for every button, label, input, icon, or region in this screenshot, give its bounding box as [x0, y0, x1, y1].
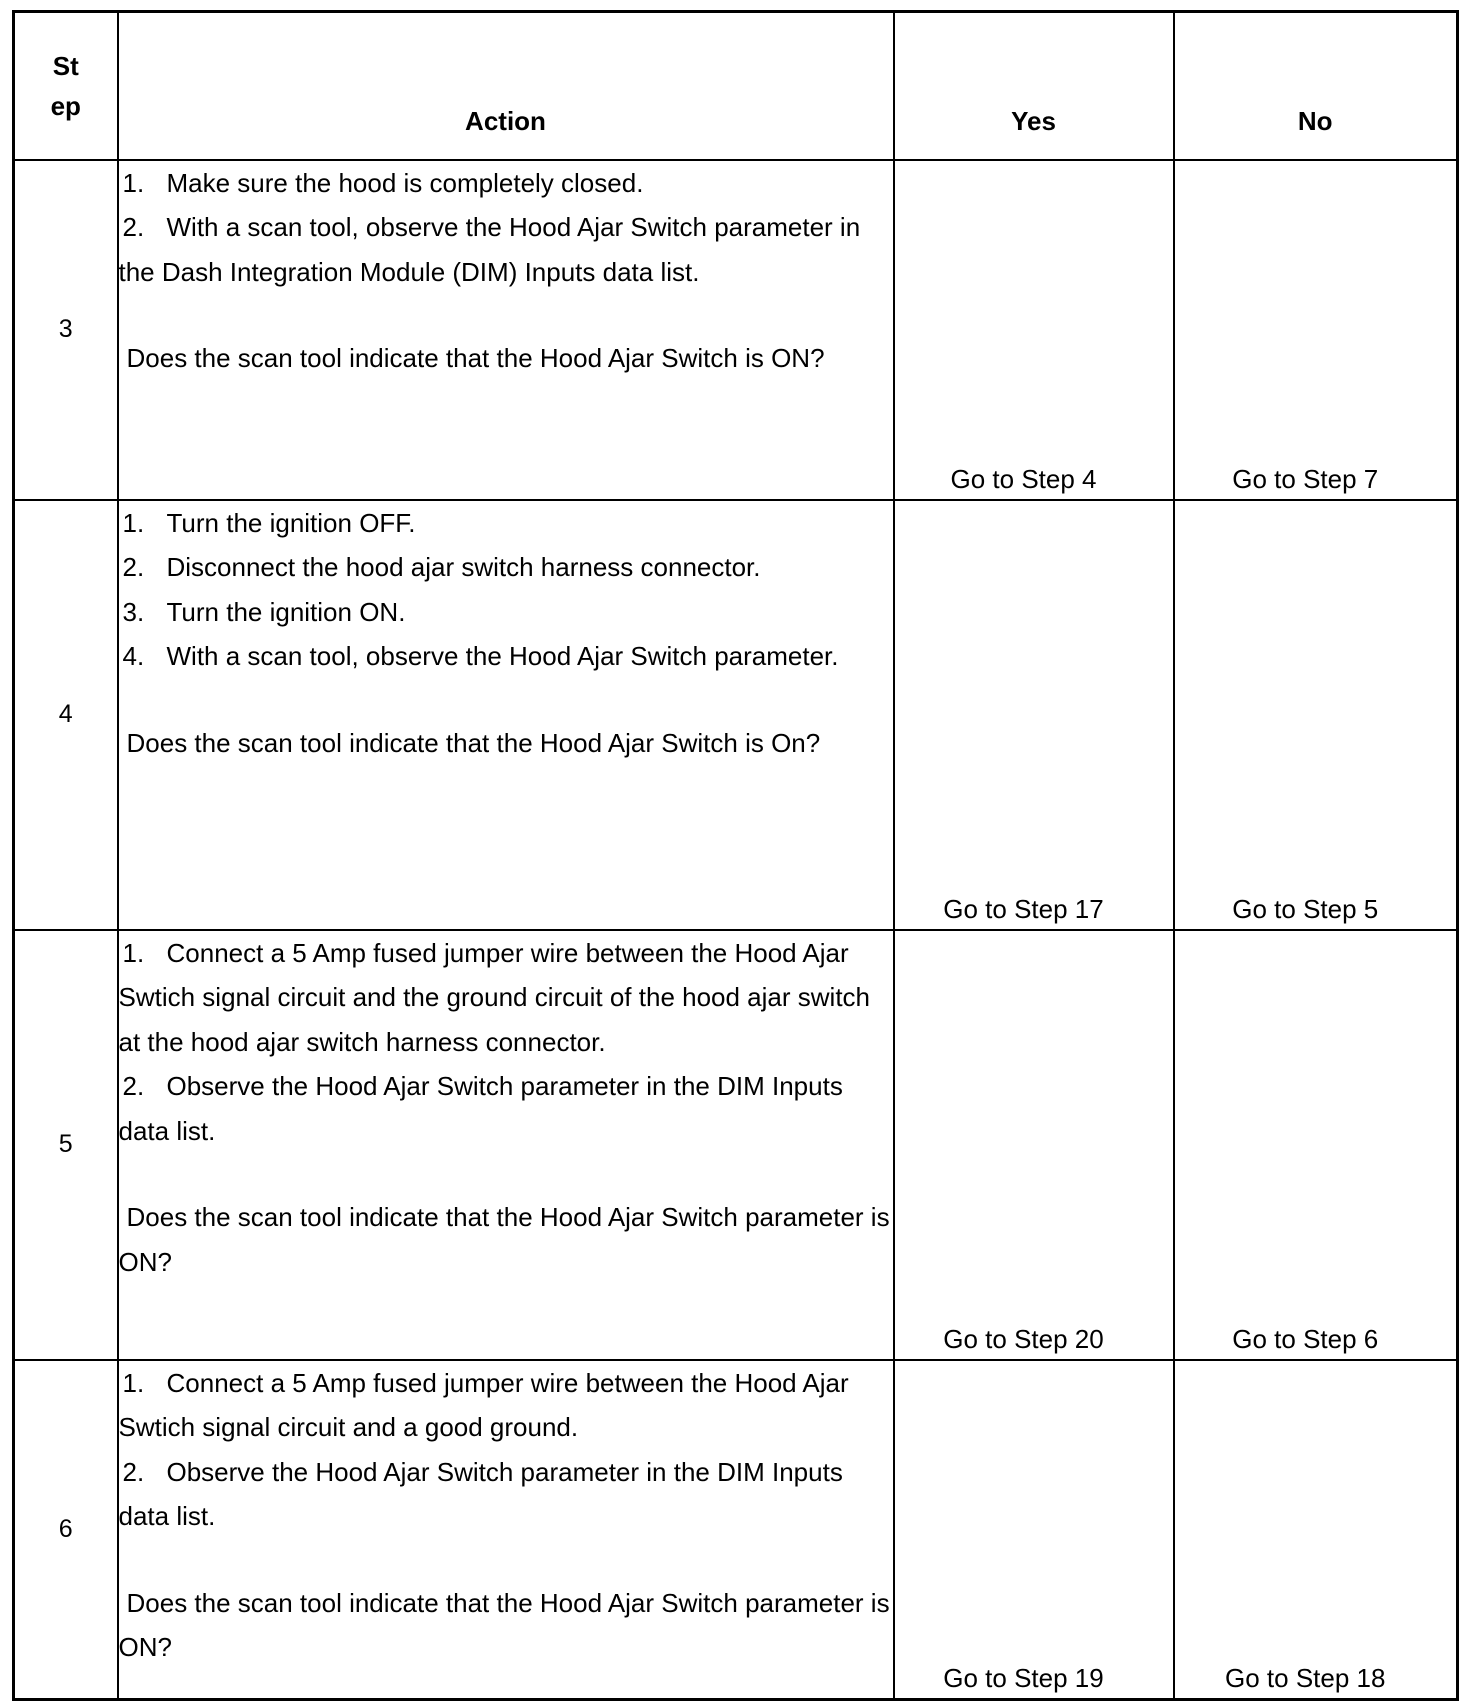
no-cell: [1174, 160, 1458, 500]
yes-cell: [894, 500, 1174, 930]
step-header-line2: ep: [50, 90, 81, 121]
yes-cell: [894, 930, 1174, 1360]
table-row: [14, 500, 1458, 930]
step-header: [14, 12, 118, 160]
instruction-text: Connect a 5 Amp fused jumper wire between the Hood Ajar Swtich signal circuit and a good ground.: [118, 1367, 849, 1442]
instruction-text: Turn the ignition ON.: [166, 596, 406, 627]
diagnostic-table: [12, 10, 1459, 1701]
instruction-text: Make sure the hood is completely closed.: [166, 167, 644, 198]
instruction-item: [119, 545, 893, 590]
instruction-item: [119, 590, 893, 635]
go-to-no-label: Go to Step 7: [1232, 463, 1379, 494]
go-to-no-label: Go to Step 18: [1225, 1663, 1386, 1693]
question-text: Does the scan tool indicate that the Hood Ajar Switch parameter is ON?: [118, 1202, 890, 1277]
instruction-text: Connect a 5 Amp fused jumper wire between the Hood Ajar Swtich signal circuit and the ground circuit of the hood ajar switch at the hood ajar switch harness connector.: [118, 937, 870, 1057]
question-text: Does the scan tool indicate that the Hood Ajar Switch parameter is ON?: [118, 1587, 890, 1662]
table-row: [14, 160, 1458, 500]
header-row: [14, 12, 1458, 160]
question-text: Does the scan tool indicate that the Hood Ajar Switch is On?: [126, 727, 821, 758]
instruction-number: 1.: [122, 1367, 145, 1398]
instruction-item: [119, 161, 893, 206]
yes-header: Yes: [894, 12, 1174, 160]
go-to-yes-label: Go to Step 4: [950, 463, 1097, 494]
action-cell: [118, 500, 894, 930]
instruction-number: 1.: [122, 937, 145, 968]
spacer: [119, 1153, 893, 1195]
instruction-number: 1.: [122, 507, 145, 538]
go-to-no-label: Go to Step 5: [1232, 893, 1379, 924]
no-cell: [1174, 930, 1458, 1360]
instruction-item: [119, 634, 893, 679]
go-to-yes-label: Go to Step 20: [943, 1323, 1104, 1354]
spacer: [119, 294, 893, 336]
action-cell: [118, 1360, 894, 1700]
go-to-no-label: Go to Step 6: [1232, 1323, 1379, 1354]
instruction-item: [119, 1361, 893, 1450]
no-cell: [1174, 1360, 1458, 1700]
instruction-number: 3.: [122, 596, 145, 627]
step-number: 4: [14, 500, 118, 930]
action-header: Action: [118, 12, 894, 160]
yes-cell: [894, 1360, 1174, 1700]
spacer: [119, 1539, 893, 1581]
table-body: [14, 160, 1458, 1700]
action-cell: [118, 930, 894, 1360]
go-to-yes-label: Go to Step 17: [943, 893, 1104, 924]
instruction-number: 2.: [122, 552, 145, 582]
instruction-number: 2.: [122, 1456, 145, 1487]
step-header-line1: St: [52, 50, 79, 81]
step-number: 6: [14, 1360, 118, 1700]
table-row: [14, 930, 1458, 1360]
go-to-yes-label: Go to Step 19: [943, 1663, 1104, 1693]
action-cell: [118, 160, 894, 500]
instruction-item: [119, 1450, 893, 1539]
instruction-number: 1.: [122, 167, 145, 198]
instruction-text: Turn the ignition OFF.: [166, 507, 416, 538]
yes-cell: [894, 160, 1174, 500]
instruction-item: [119, 1064, 893, 1153]
instruction-text: Observe the Hood Ajar Switch parameter in the DIM Inputs data list.: [118, 1071, 843, 1146]
spacer: [119, 679, 893, 721]
instruction-text: With a scan tool, observe the Hood Ajar Switch parameter.: [166, 641, 839, 671]
instruction-number: 2.: [122, 1071, 145, 1101]
instruction-text: Disconnect the hood ajar switch harness connector.: [166, 552, 761, 582]
no-cell: [1174, 500, 1458, 930]
instruction-text: Observe the Hood Ajar Switch parameter in the DIM Inputs data list.: [118, 1456, 843, 1531]
instruction-item: [119, 931, 893, 1065]
instruction-number: 2.: [122, 212, 145, 242]
no-header: No: [1174, 12, 1458, 160]
instruction-text: With a scan tool, observe the Hood Ajar Switch parameter in the Dash Integration Module (DIM) Inputs data list.: [118, 212, 861, 287]
instruction-item: [119, 205, 893, 294]
instruction-number: 4.: [122, 641, 145, 671]
step-number: 5: [14, 930, 118, 1360]
table-row: [14, 1360, 1458, 1700]
step-number: 3: [14, 160, 118, 500]
instruction-item: [119, 501, 893, 546]
question-text: Does the scan tool indicate that the Hood Ajar Switch is ON?: [126, 343, 825, 373]
